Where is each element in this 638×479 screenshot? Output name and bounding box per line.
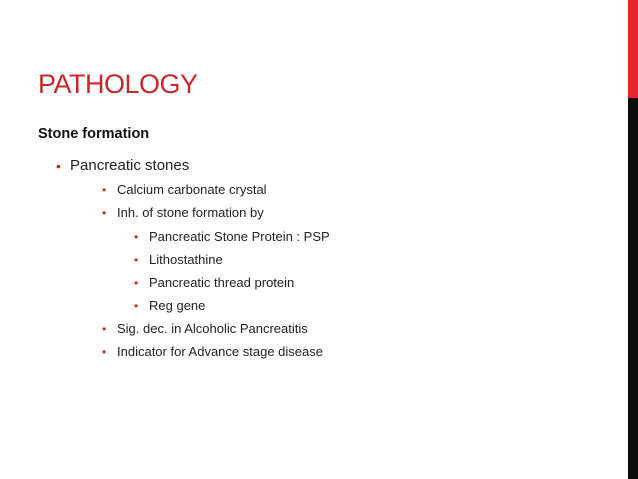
bullet-text: Reg gene [149,298,206,313]
bullet-item [134,252,223,268]
bullet-text: Inh. of stone formation by [117,205,264,220]
bullet-item [102,321,308,337]
bullet-text: Pancreatic Stone Protein : PSP [149,229,330,244]
slide-title: PATHOLOGY [38,69,198,99]
accent-bar-red [628,0,638,98]
bullet-dot-icon: • [102,206,107,220]
bullet-dot-icon: • [102,183,107,197]
bullet-item [134,229,330,245]
bullet-text: Calcium carbonate crystal [117,182,267,197]
bullet-text: Lithostathine [149,252,223,267]
bullet-dot-icon: • [134,299,139,313]
bullet-item [56,157,189,175]
bullet-item [134,275,294,291]
bullet-dot-icon: • [102,345,107,359]
bullet-item [102,344,323,360]
bullet-text: Pancreatic stones [70,157,190,174]
bullet-dot-icon: • [134,276,139,290]
bullet-text: Sig. dec. in Alcoholic Pancreatitis [117,321,308,336]
bullet-dot-icon: • [134,230,139,244]
bullet-dot-icon: • [56,158,61,174]
slide-subtitle: Stone formation [38,126,150,142]
bullet-item [102,182,267,198]
bullet-item [134,298,205,314]
bullet-item [102,205,264,221]
bullet-dot-icon: • [102,322,107,336]
bullet-text: Pancreatic thread protein [149,275,295,290]
bullet-dot-icon: • [134,253,139,267]
bullet-text: Indicator for Advance stage disease [117,344,323,359]
accent-bar-black [628,98,638,479]
